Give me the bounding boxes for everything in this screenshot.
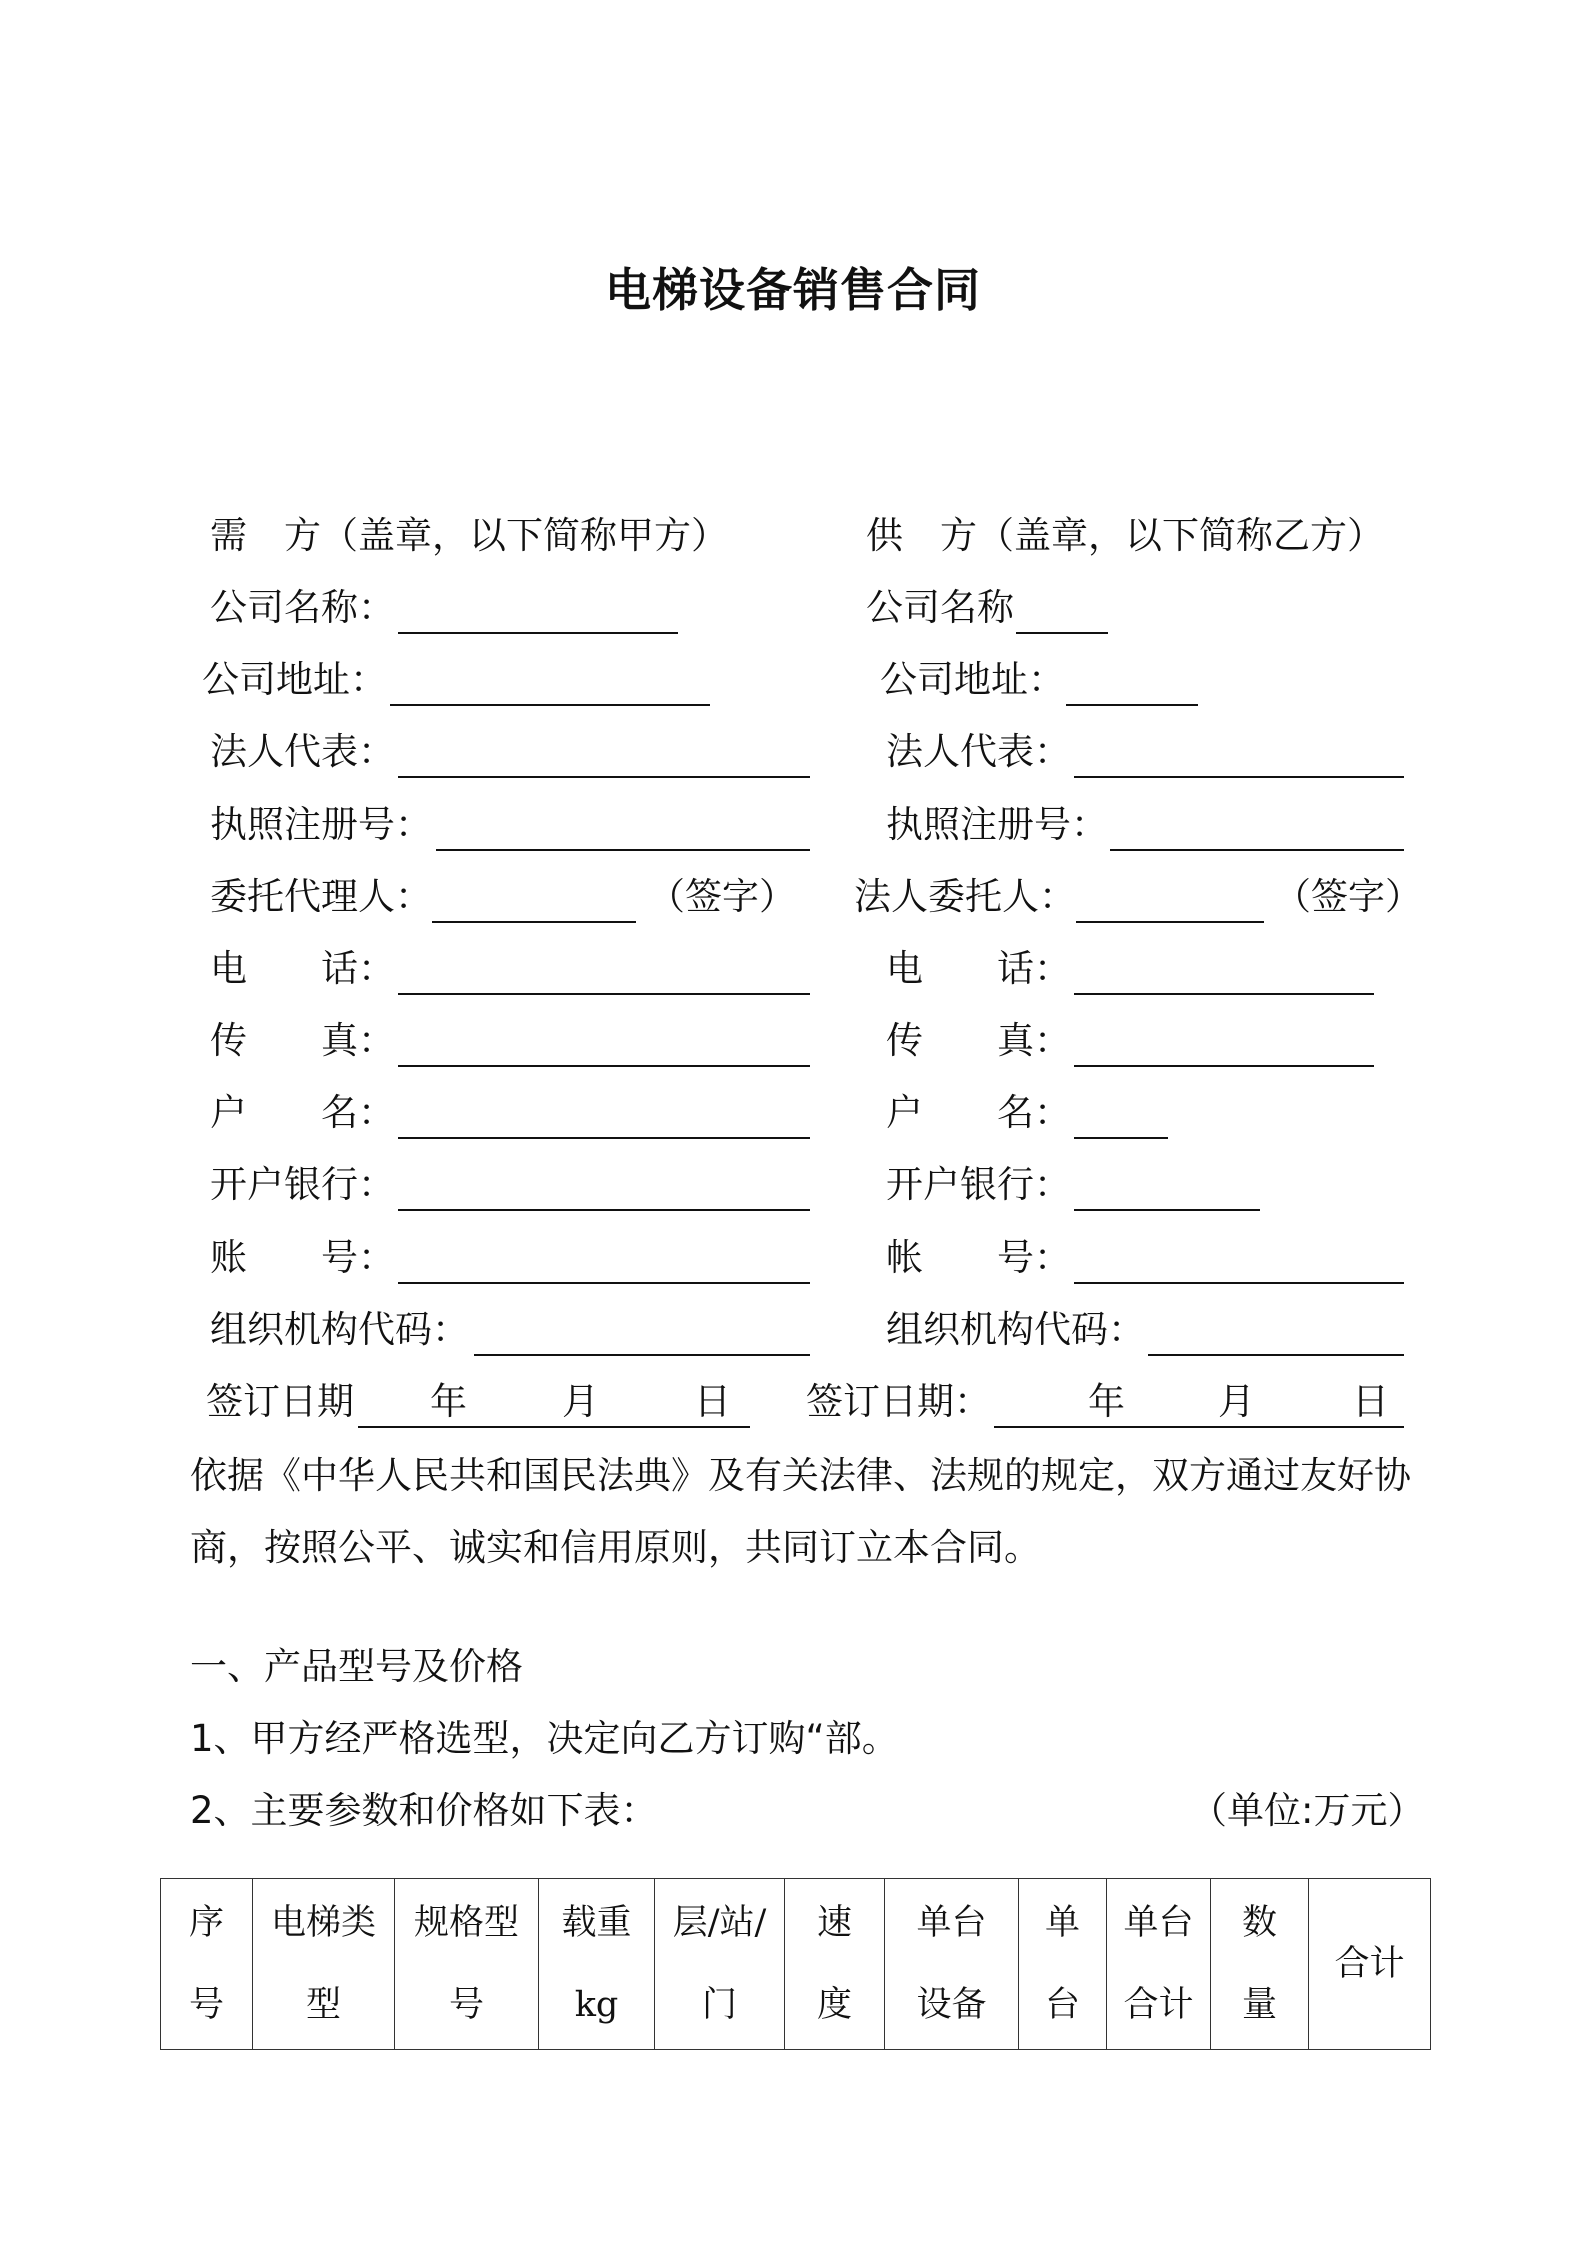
supplier-account-name-label: 户 名：	[886, 1091, 1071, 1134]
table-header-cell: 速 度	[785, 1879, 885, 2050]
buyer-account-no-field[interactable]	[398, 1282, 810, 1284]
supplier-phone-field[interactable]	[1074, 993, 1374, 995]
supplier-sign-date-label: 签订日期：	[806, 1380, 991, 1423]
supplier-sign-date-field[interactable]	[994, 1426, 1404, 1428]
buyer-fax-label: 传 真：	[210, 1019, 395, 1062]
supplier-org-code-label: 组织机构代码：	[886, 1308, 1145, 1351]
table-header-cell: 规格型 号	[395, 1879, 539, 2050]
supplier-account-no-field[interactable]	[1074, 1282, 1404, 1284]
supplier-date-month: 月	[1218, 1380, 1255, 1423]
buyer-account-no-label: 账 号：	[210, 1236, 395, 1279]
supplier-legal-rep-field[interactable]	[1074, 776, 1404, 778]
section1-item2: 2、主要参数和价格如下表：	[190, 1789, 658, 1832]
buyer-org-code-label: 组织机构代码：	[210, 1308, 469, 1351]
table-header-cell: 单台 设备	[885, 1879, 1019, 2050]
supplier-account-name-field[interactable]	[1074, 1137, 1168, 1139]
price-table	[160, 1878, 1431, 2050]
buyer-company-name-field[interactable]	[398, 632, 678, 634]
supplier-company-address-label: 公司地址：	[880, 658, 1065, 701]
contract-title: 电梯设备销售合同	[605, 263, 981, 317]
buyer-sign-date-field[interactable]	[358, 1426, 750, 1428]
buyer-bank-field[interactable]	[398, 1209, 810, 1211]
buyer-company-address-label: 公司地址：	[202, 658, 387, 701]
table-header-cell: 单台 合计	[1107, 1879, 1211, 2050]
supplier-bank-label: 开户银行：	[886, 1163, 1071, 1206]
buyer-date-month: 月	[562, 1380, 599, 1423]
unit-note: （单位:万元）	[1190, 1789, 1425, 1832]
buyer-org-code-field[interactable]	[474, 1354, 810, 1356]
buyer-company-name-label: 公司名称：	[210, 586, 395, 629]
supplier-license-label: 执照注册号：	[886, 803, 1108, 846]
supplier-company-address-field[interactable]	[1066, 704, 1198, 706]
supplier-account-no-label: 帐 号：	[886, 1236, 1071, 1279]
supplier-company-name-label: 公司名称	[866, 586, 1014, 629]
supplier-heading: 供 方（盖章，以下简称乙方）	[866, 514, 1384, 557]
supplier-legal-rep-label: 法人代表：	[886, 730, 1071, 773]
table-header-cell: 层/站/ 门	[655, 1879, 785, 2050]
supplier-company-name-field[interactable]	[1016, 632, 1108, 634]
buyer-company-address-field[interactable]	[390, 704, 710, 706]
supplier-date-year: 年	[1088, 1380, 1125, 1423]
buyer-agent-field[interactable]	[432, 921, 636, 923]
supplier-phone-label: 电 话：	[886, 947, 1071, 990]
table-header-cell: 载重 kg	[539, 1879, 655, 2050]
section1-item1: 1、甲方经严格选型，决定向乙方订购“部。	[190, 1717, 899, 1760]
supplier-license-field[interactable]	[1110, 849, 1404, 851]
buyer-legal-rep-field[interactable]	[398, 776, 810, 778]
buyer-legal-rep-label: 法人代表：	[210, 730, 395, 773]
buyer-sign-date-label: 签订日期	[206, 1380, 354, 1423]
table-header-cell: 单 台	[1019, 1879, 1107, 2050]
supplier-agent-field[interactable]	[1076, 921, 1264, 923]
table-header-row	[161, 1879, 1431, 2050]
buyer-phone-field[interactable]	[398, 993, 810, 995]
supplier-agent-label: 法人委托人：	[854, 875, 1076, 918]
supplier-sign-note: （签字）	[1274, 875, 1422, 918]
section1-heading: 一、产品型号及价格	[190, 1645, 523, 1688]
buyer-heading: 需 方（盖章，以下简称甲方）	[210, 514, 728, 557]
buyer-license-field[interactable]	[436, 849, 810, 851]
table-header-cell: 合计	[1309, 1879, 1431, 2050]
table-header-cell: 电梯类 型	[253, 1879, 395, 2050]
supplier-date-day: 日	[1352, 1380, 1389, 1423]
supplier-fax-label: 传 真：	[886, 1019, 1071, 1062]
table-header-cell: 序 号	[161, 1879, 253, 2050]
buyer-date-day: 日	[694, 1380, 731, 1423]
intro-paragraph: 依据《中华人民共和国民法典》及有关法律、法规的规定，双方通过友好协商，按照公平、诚实和信用原则，共同订立本合同。	[190, 1454, 1411, 1569]
buyer-date-year: 年	[430, 1380, 467, 1423]
buyer-fax-field[interactable]	[398, 1065, 810, 1067]
supplier-org-code-field[interactable]	[1148, 1354, 1404, 1356]
buyer-license-label: 执照注册号：	[210, 803, 432, 846]
buyer-account-name-field[interactable]	[398, 1137, 810, 1139]
buyer-bank-label: 开户银行：	[210, 1163, 395, 1206]
table-header-cell: 数 量	[1211, 1879, 1309, 2050]
buyer-account-name-label: 户 名：	[210, 1091, 395, 1134]
buyer-phone-label: 电 话：	[210, 947, 395, 990]
buyer-sign-note: （签字）	[648, 875, 796, 918]
buyer-agent-label: 委托代理人：	[210, 875, 432, 918]
supplier-fax-field[interactable]	[1074, 1065, 1374, 1067]
supplier-bank-field[interactable]	[1074, 1209, 1260, 1211]
